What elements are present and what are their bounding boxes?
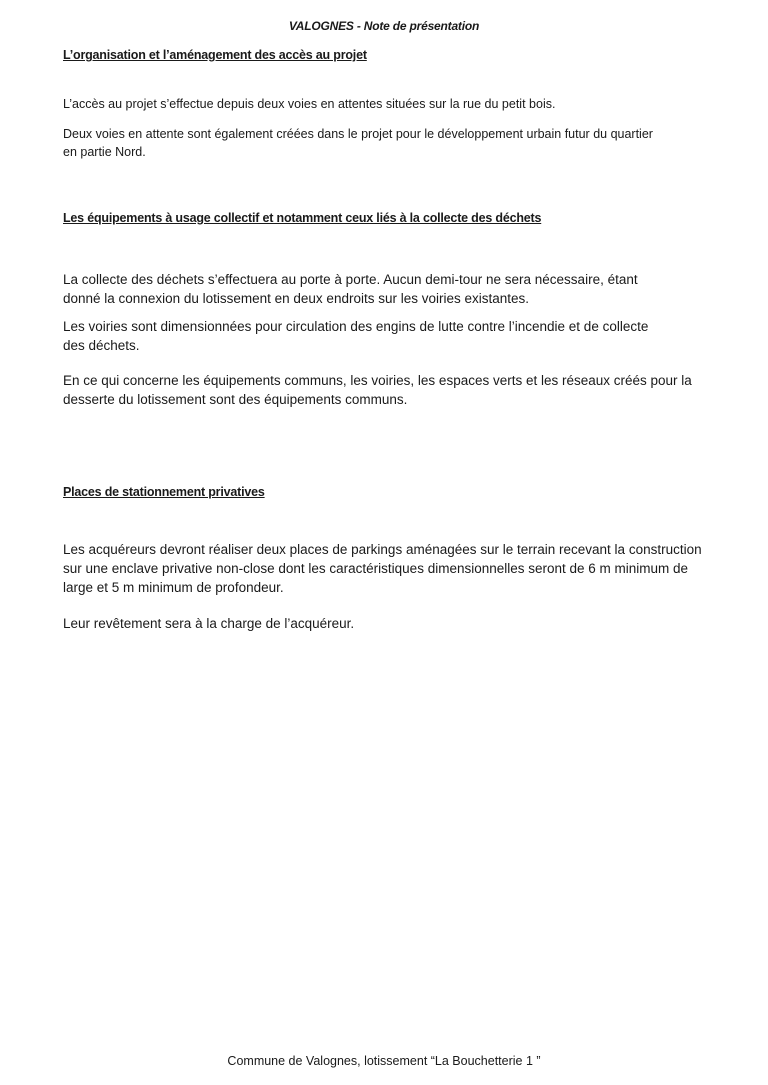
paragraph-line: donné la connexion du lotissement en deux endroits sur les voiries existantes. [63, 291, 530, 306]
paragraph-line: des déchets. [63, 338, 140, 353]
paragraph-line: En ce qui concerne les équipements communs, les voiries, les espaces verts et les réseaux créés pour la [63, 373, 692, 388]
paragraph-line: sur une enclave privative non-close dont les caractéristiques dimensionnelles seront de 6 m minimum de [63, 561, 689, 576]
paragraph [63, 317, 743, 355]
paragraph-line: desserte du lotissement sont des équipements communs. [63, 392, 408, 407]
paragraph [63, 125, 743, 161]
paragraph [63, 614, 743, 633]
page-footer: Commune de Valognes, lotissement “La Bouchetterie 1 ” [227, 1054, 541, 1068]
paragraph-line: La collecte des déchets s’effectuera au porte à porte. Aucun demi-tour ne sera nécessaire, étant [63, 272, 638, 287]
paragraph-line: Leur revêtement sera à la charge de l’acquéreur. [63, 616, 355, 631]
page-header: VALOGNES - Note de présentation [288, 19, 480, 33]
paragraph-line: large et 5 m minimum de profondeur. [63, 580, 284, 595]
paragraph [63, 540, 743, 597]
paragraph [63, 95, 743, 113]
paragraph-line: Les acquéreurs devront réaliser deux places de parkings aménagées sur le terrain recevant la construction [63, 542, 702, 557]
paragraph-line: Les voiries sont dimensionnées pour circulation des engins de lutte contre l’incendie et de collecte [63, 319, 649, 334]
paragraph-line: en partie Nord. [63, 145, 146, 159]
section-title-access: L’organisation et l’aménagement des accès au projet [63, 48, 367, 62]
section-title-parking: Places de stationnement privatives [63, 485, 265, 499]
section-title-equipment: Les équipements à usage collectif et notamment ceux liés à la collecte des déchets [63, 211, 542, 225]
paragraph [63, 270, 743, 308]
paragraph [63, 371, 743, 409]
paragraph-line: Deux voies en attente sont également créées dans le projet pour le développement urbain futur du quartier [63, 127, 653, 141]
paragraph-line: L’accès au projet s’effectue depuis deux voies en attentes situées sur la rue du petit bois. [63, 97, 556, 111]
